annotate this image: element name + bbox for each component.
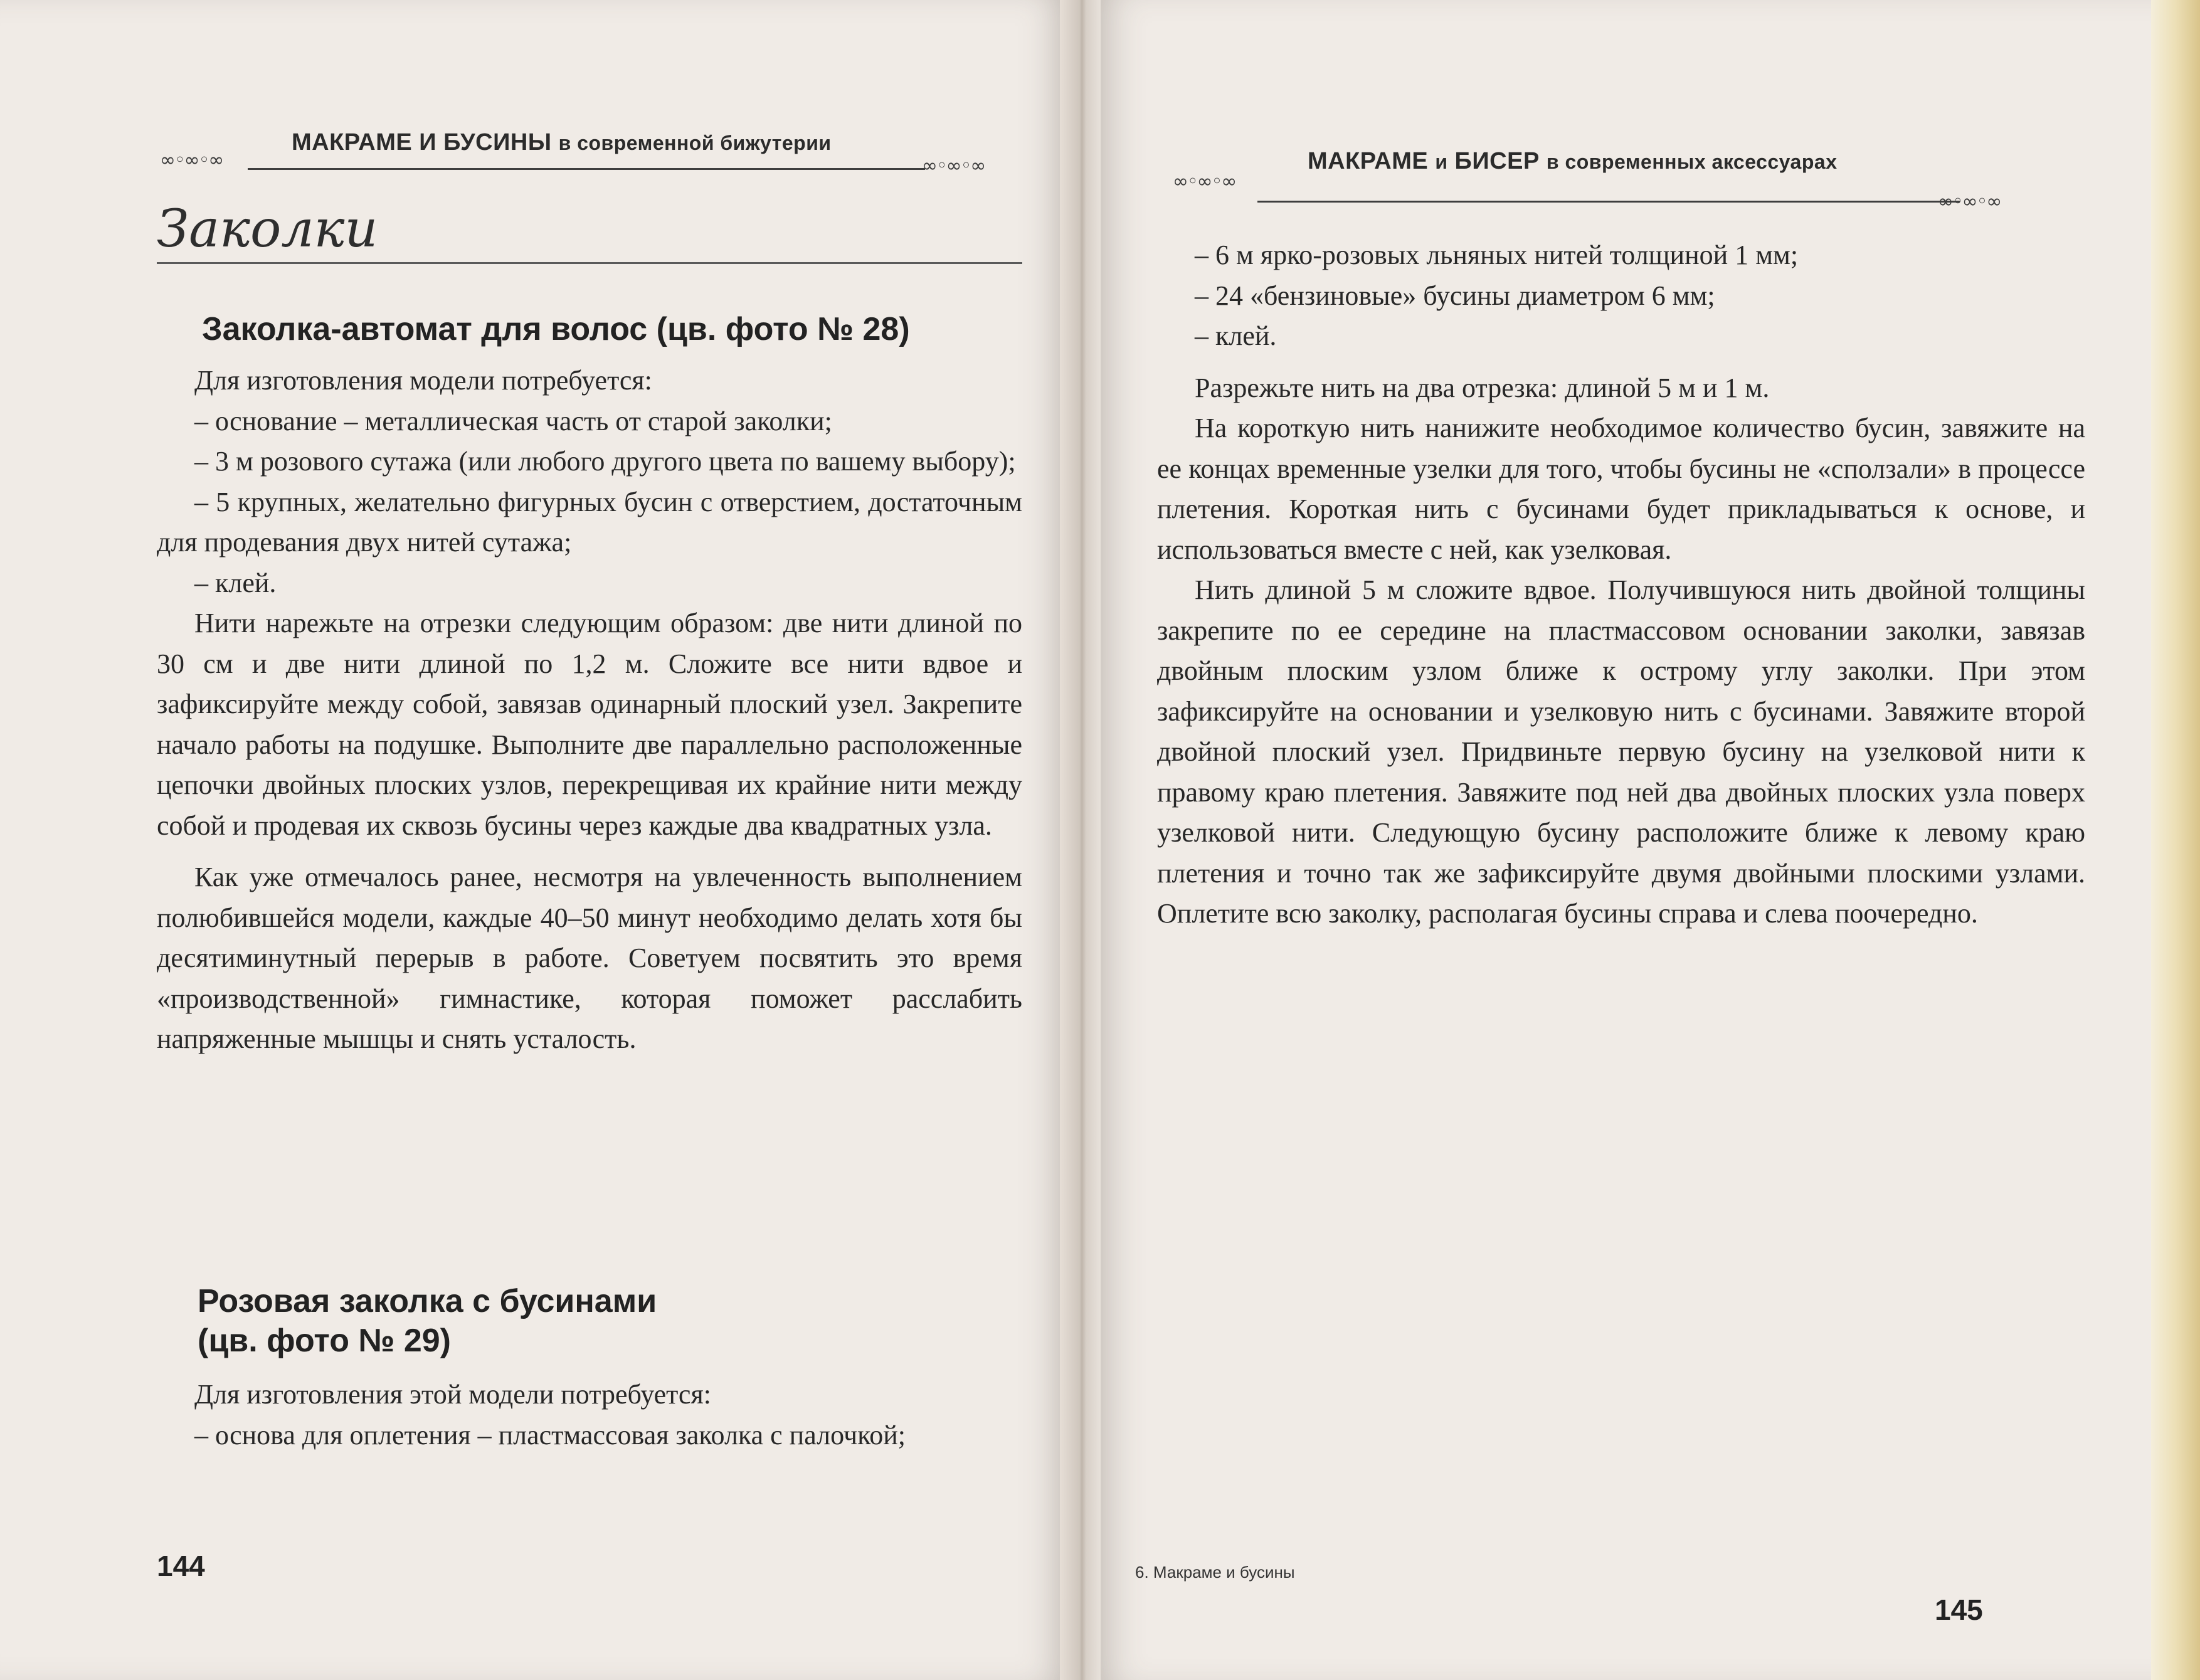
book-page-edge [2151,0,2200,1680]
right-head-rule [1257,201,1960,203]
paragraph: Для изготовления модели потребуется: [194,365,652,396]
book-gutter [1060,0,1104,1680]
right-running-head [1308,148,1837,175]
ornament-right-head-right: ∞◦∞◦∞ [1938,191,2001,213]
section-title-rule [157,262,1022,264]
left-page [0,0,1066,1680]
paragraph: Нить длиной 5 м сложите вдвое. Получившуюся нить двойной толщины закрепите по ее середине на пластмассовом основании заколки, завязав двойным плоским узлом ближе к острому углу заколки. При этом зафиксируйте на основании и узелковую нить с бусинами. Завяжите второй двойной плоский узел. Придвиньте первую бусину на узелковой нити к правому краю плетения. Завяжите под ней два двойных плоских узла поверх узелковой нити. Следующую бусину расположите ближе к левому краю плетения и точно так же зафиксируйте двумя двойными плоскими узлами. Оплетите всю заколку, располагая бусины справа и слева поочередно. [1157,574,2085,929]
paragraph: Нити нарежьте на отрезки следующим образом: две нити длиной по 30 см и две нити длиной по 1,2 м. Сложите все нити вдвое и зафиксируйте между собой, завязав одинарный плоский узел. Закрепите начало работы на подушке. Выполните две параллельно расположенные цепочки двойных плоских узлов, перекрещивая их крайние нити между собой и продевая их сквозь бусины через каждые два квадратных узла. [157,608,1022,841]
left-running-head-main: МАКРАМЕ И БУСИНЫ [292,129,552,156]
right-running-head-main-b: БИСЕР [1454,148,1540,174]
page-number-left: 144 [157,1550,205,1582]
list-item: – 6 м ярко-розовых льняных нитей толщиной 1 мм; [1195,240,1799,270]
right-running-head-conj: и [1435,151,1448,173]
list-item: – 3 м розового сутажа (или любого другого цвета по вашему выбору); [194,446,1016,477]
list-item: – основание – металлическая часть от старой заколки; [194,405,832,436]
heading-hair-clip: Заколка-автомат для волос (цв. фото № 28) [202,311,910,347]
heading-pink-clip-line2: (цв. фото № 29) [198,1323,451,1359]
paragraph: На короткую нить нанижите необходимое количество бусин, завяжите на ее концах временные узелки для того, чтобы бусины не «сползали» в процессе плетения. Короткая нить с бусинами будет прикладываться к основе, и использоваться вместе с ней, как узелковая. [1157,413,2085,565]
ornament-left-head-right: ∞◦∞◦∞ [922,155,985,177]
list-item: – основа для оплетения – пластмассовая заколка с палочкой; [194,1419,906,1450]
section-title: Заколки [157,199,378,259]
ornament-left-head: ∞◦∞◦∞ [160,149,223,171]
list-item: – клей. [1195,320,1277,351]
left-running-head [292,129,832,156]
right-body [1157,235,2085,934]
right-running-head-tail: в современных аксессуарах [1546,151,1838,173]
left-running-head-tail: в современной бижутерии [558,132,832,154]
right-running-head-main-a: МАКРАМЕ [1308,148,1429,174]
paragraph: Как уже отмечалось ранее, несмотря на увлеченность выполнением полюбившейся модели, каждые 40–50 минут необходимо делать хотя бы десятиминутный перерыв в работе. Советуем посвятить это время «производственной» гимнастике, которая поможет расслабить напряженные мышцы и снять усталость. [157,862,1022,1054]
list-item: – клей. [194,567,277,598]
page-number-right: 145 [1935,1593,1983,1626]
left-body-2 [157,1375,1022,1455]
chapter-footer: 6. Макраме и бусины [1135,1563,1295,1582]
list-item: – 5 крупных, желательно фигурных бусин с отверстием, достаточным для продевания двух нитей сутажа; [157,486,1022,557]
heading-pink-clip-line1: Розовая заколка с бусинами [198,1283,657,1319]
right-page [1101,0,2151,1680]
left-head-rule [248,168,925,170]
ornament-right-head: ∞◦∞◦∞ [1173,171,1236,193]
left-body-1 [157,361,1022,1060]
list-item: – 24 «бензиновые» бусины диаметром 6 мм; [1195,280,1715,311]
paragraph: Для изготовления этой модели потребуется: [194,1379,711,1410]
paragraph: Разрежьте нить на два отрезка: длиной 5 м и 1 м. [1195,372,1770,403]
